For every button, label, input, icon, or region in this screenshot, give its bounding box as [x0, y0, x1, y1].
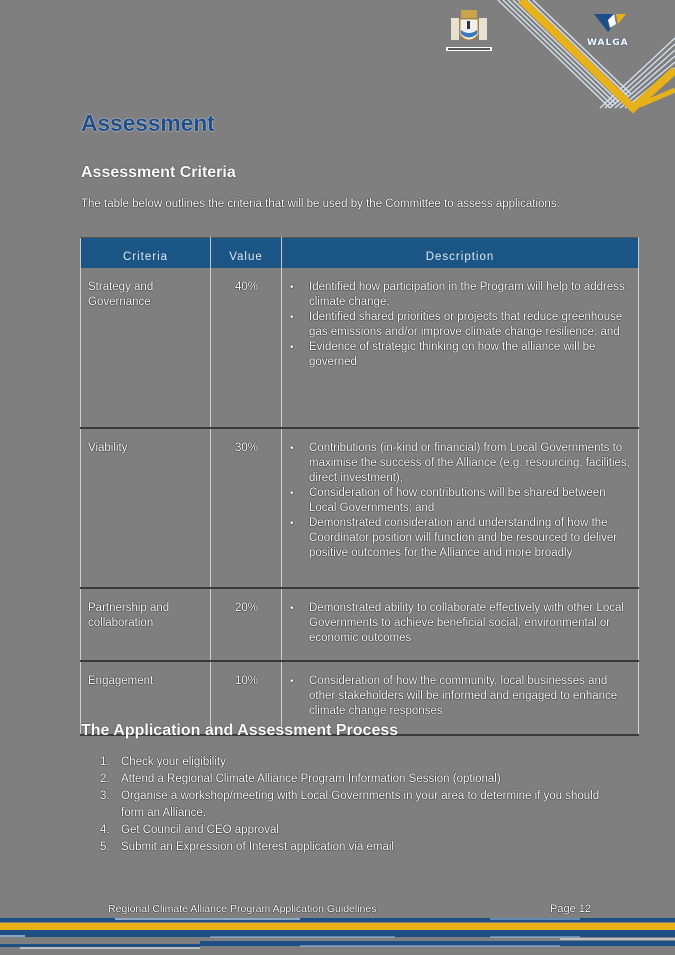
description-list — [288, 601, 630, 646]
bullet-icon: • — [290, 311, 294, 323]
value-cell: 20% — [211, 588, 282, 661]
table-row — [81, 588, 639, 661]
intro-paragraph: The table below outlines the criteria that will be used by the Committee to assess applications. — [81, 198, 560, 210]
description-cell — [282, 268, 639, 428]
process-step — [100, 771, 600, 788]
footer-document-title: Regional Climate Alliance Program Application Guidelines — [108, 903, 377, 915]
table-header-row — [81, 238, 639, 268]
description-item — [288, 516, 630, 561]
step-text: Organise a workshop/meeting with Local Governments in your area to determine if you should form an Alliance. — [121, 790, 600, 819]
walga-logo-text: WALGA — [587, 38, 629, 48]
value-cell: 10% — [211, 661, 282, 735]
bullet-icon: • — [290, 602, 294, 614]
description-text: Contributions (in-kind or financial) from Local Governments to maximise the success of the Alliance (e.g. resourcing, facilities, direct investment); — [309, 441, 630, 484]
column-header-value: Value — [211, 238, 282, 268]
step-number: 1. — [100, 756, 110, 768]
description-item — [288, 601, 630, 646]
wa-government-crest-icon — [443, 8, 495, 58]
footer-decoration — [0, 918, 675, 955]
description-list — [288, 674, 630, 719]
description-cell — [282, 428, 639, 588]
step-text: Check your eligibility — [121, 756, 226, 768]
description-text: Evidence of strategic thinking on how the alliance will be governed — [309, 340, 596, 368]
criteria-cell: Viability — [81, 428, 211, 588]
description-text: Demonstrated consideration and understanding of how the Coordinator position will function and be resourced to deliver positive outcomes for the Alliance and more broadly — [309, 516, 618, 559]
description-text: Identified shared priorities or projects that reduce greenhouse gas emissions and/or improve climate change resilience; and — [309, 310, 623, 338]
description-item — [288, 310, 630, 340]
description-text: Demonstrated ability to collaborate effectively with other Local Governments to achieve beneficial social, environmental or economic outcomes — [309, 601, 624, 644]
bullet-icon: • — [290, 281, 294, 293]
step-number: 5. — [100, 841, 110, 853]
description-cell — [282, 588, 639, 661]
assessment-criteria-table — [80, 237, 639, 736]
bullet-icon: • — [290, 517, 294, 529]
criteria-cell: Engagement — [81, 661, 211, 735]
description-text: Consideration of how contributions will be shared between Local Governments; and — [309, 486, 606, 514]
description-list — [288, 280, 630, 370]
process-steps-list — [100, 754, 600, 856]
step-text: Get Council and CEO approval — [121, 824, 279, 836]
step-number: 4. — [100, 824, 110, 836]
footer-page-number: Page 12 — [550, 903, 591, 915]
process-step — [100, 754, 600, 771]
bullet-icon: • — [290, 487, 294, 499]
criteria-cell: Strategy and Governance — [81, 268, 211, 428]
column-header-criteria: Criteria — [81, 238, 211, 268]
description-item — [288, 280, 630, 310]
description-item — [288, 674, 630, 719]
table-row — [81, 268, 639, 428]
value-cell: 40% — [211, 268, 282, 428]
step-text: Submit an Expression of Interest application via email — [121, 841, 394, 853]
description-text: Identified how participation in the Program will help to address climate change; — [309, 280, 625, 308]
section-title-assessment-criteria: Assessment Criteria — [81, 164, 236, 181]
description-list — [288, 441, 630, 561]
page-title: Assessment — [81, 110, 215, 136]
header-decoration — [0, 0, 675, 115]
column-header-description: Description — [282, 238, 639, 268]
description-item — [288, 340, 630, 370]
process-step — [100, 822, 600, 839]
bullet-icon: • — [290, 442, 294, 454]
description-text: Consideration of how the community, local businesses and other stakeholders will be informed and engaged to enhance climate change responses — [309, 674, 618, 717]
bullet-icon: • — [290, 675, 294, 687]
bullet-icon: • — [290, 341, 294, 353]
step-number: 2. — [100, 773, 110, 785]
table-row — [81, 428, 639, 588]
description-item — [288, 486, 630, 516]
description-item — [288, 441, 630, 486]
step-number: 3. — [100, 790, 110, 802]
process-step — [100, 788, 600, 822]
step-text: Attend a Regional Climate Alliance Program Information Session (optional) — [121, 773, 501, 785]
process-step — [100, 839, 600, 856]
criteria-cell: Partnership and collaboration — [81, 588, 211, 661]
value-cell: 30% — [211, 428, 282, 588]
section-title-process: The Application and Assessment Process — [81, 722, 399, 739]
